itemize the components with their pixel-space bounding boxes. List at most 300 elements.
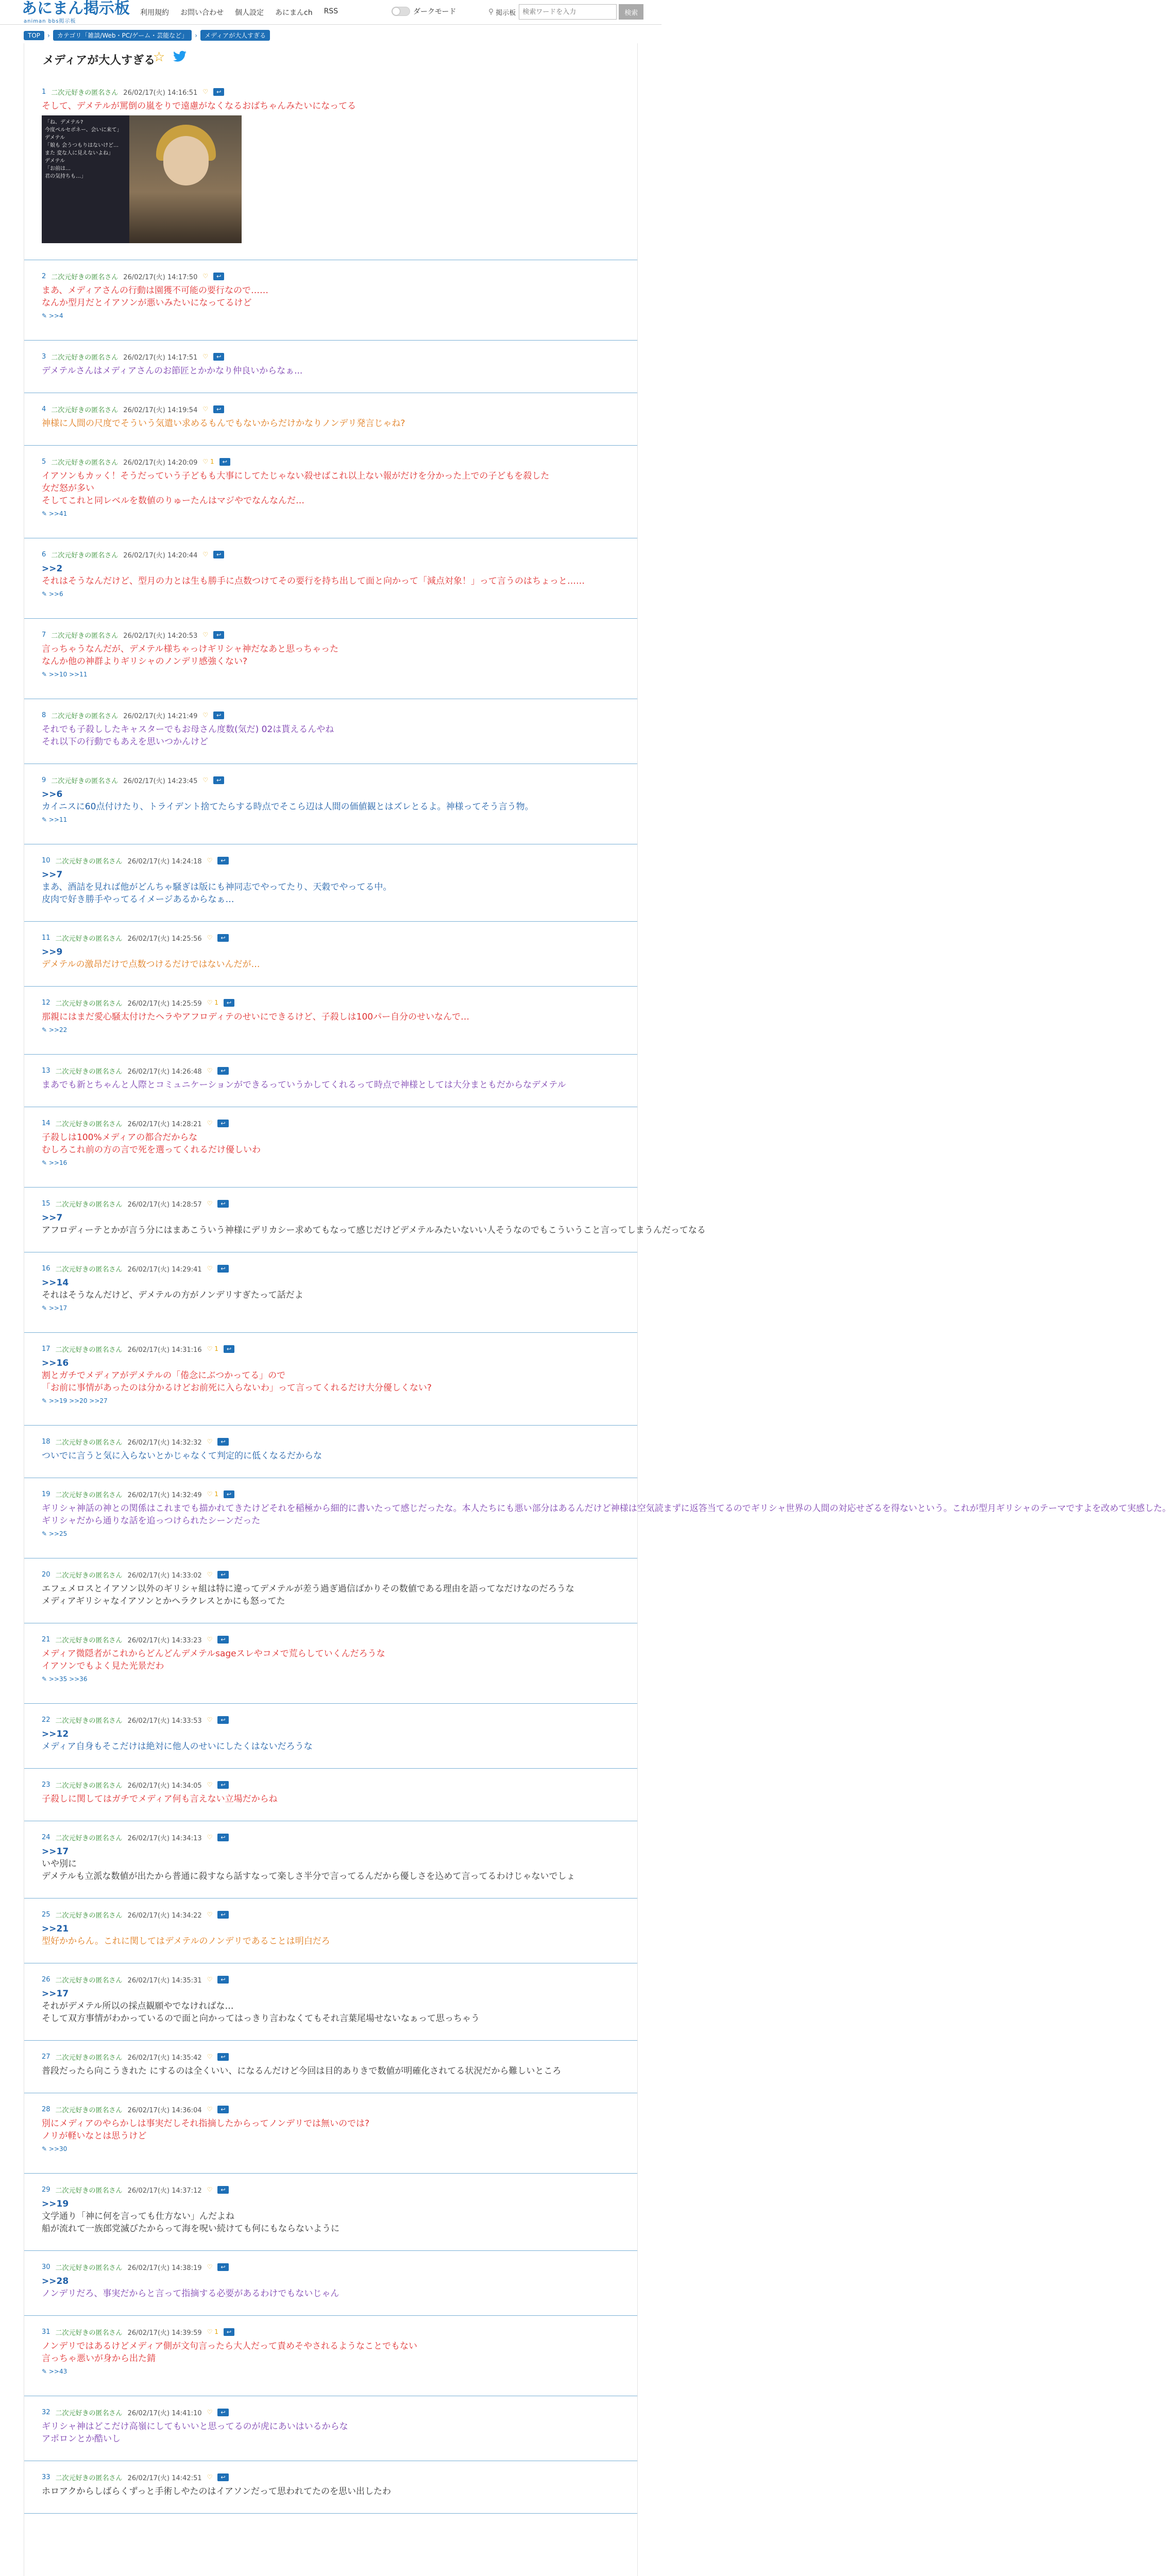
like-button[interactable]: ♡ xyxy=(207,1265,213,1272)
reply-button[interactable]: ↩ xyxy=(217,1265,228,1273)
post-divider xyxy=(24,1054,637,1055)
post xyxy=(42,997,622,1033)
like-button[interactable]: ♡ xyxy=(207,1438,213,1445)
post-date: 26/02/17(火) 14:20:09 xyxy=(123,459,198,467)
like-count: 1 xyxy=(214,1490,218,1498)
post-date: 26/02/17(火) 14:35:31 xyxy=(127,1976,202,1985)
post-body xyxy=(42,946,622,971)
post-header xyxy=(42,1909,622,1920)
reply-anchor-link[interactable]: >>2 xyxy=(42,564,63,574)
post-date: 26/02/17(火) 14:33:02 xyxy=(127,1571,202,1580)
thread-title: メディアが大人すぎる xyxy=(43,54,156,67)
breadcrumb-top[interactable]: TOP xyxy=(24,31,44,40)
post-body xyxy=(42,470,622,507)
post-number[interactable]: 8 xyxy=(42,711,46,719)
post-date: 26/02/17(火) 14:28:21 xyxy=(127,1120,202,1128)
like-button[interactable]: ♡ xyxy=(207,1571,213,1578)
post-body xyxy=(42,643,622,668)
like-button[interactable]: ♡ xyxy=(207,2263,213,2270)
post-body xyxy=(42,1793,622,1805)
reply-button[interactable]: ↩ xyxy=(213,551,224,558)
post-number[interactable]: 5 xyxy=(42,457,46,466)
post-number[interactable]: 13 xyxy=(42,1066,50,1075)
post xyxy=(42,404,622,430)
post-header xyxy=(42,630,622,640)
reply-button[interactable]: ↩ xyxy=(217,2409,228,2416)
like-button[interactable]: ♡ xyxy=(207,2186,213,2193)
post-header xyxy=(42,1832,622,1842)
post-text-line: 普段だったら向こうきれた にするのは全くいい、になるんだけど今回は目的ありきで数値が明確化されてる状況だから難しいところ xyxy=(42,2066,562,2076)
like-button[interactable]: ♡ xyxy=(207,2473,213,2481)
post-number[interactable]: 23 xyxy=(42,1781,50,1789)
reply-reference-links[interactable]: >>22 xyxy=(48,1026,67,1033)
like-button[interactable]: ♡ 1 xyxy=(207,1490,218,1498)
reply-button[interactable]: ↩ xyxy=(217,1834,228,1841)
post-header xyxy=(42,1569,622,1580)
post xyxy=(42,1569,622,1607)
site-header xyxy=(0,0,661,25)
favorite-star-icon[interactable]: ☆ xyxy=(153,49,165,65)
post-author: 二次元好きの匿名さん xyxy=(55,1491,123,1499)
post-number[interactable]: 11 xyxy=(42,934,50,942)
post-header xyxy=(42,1263,622,1274)
reply-reference-links[interactable]: >>11 xyxy=(48,816,67,823)
post-number[interactable]: 15 xyxy=(42,1199,50,1208)
reply-references[interactable]: ✎ >>4 xyxy=(42,312,63,319)
post-author: 二次元好きの匿名さん xyxy=(55,2474,123,2482)
post-text-line: メディア微隠者がこれからどんどんデメテルsageスレやコメで荒らしていくんだろうな xyxy=(42,1649,385,1659)
post-text-line: 言っちゃうなんだが、デメテル様ちゃっけギリシャ神だなあと思っちゃった xyxy=(42,644,339,654)
like-button[interactable]: ♡ xyxy=(202,353,209,360)
post-text-line: アフロディーテとかが言う分にはまあこういう神様にデリカシー求めてもなって感じだけどデメテルみたいないい人そうなのでもこういうこと言ってしまうんだってなる xyxy=(42,1225,706,1235)
search-icon: ⚲ xyxy=(488,8,494,16)
reply-anchor-link[interactable]: >>7 xyxy=(42,1213,63,1223)
post-header xyxy=(42,1974,622,1985)
post-number[interactable]: 14 xyxy=(42,1119,50,1127)
reply-button[interactable]: ↩ xyxy=(217,1200,228,1208)
reply-references[interactable]: ✎ >>16 xyxy=(42,1159,67,1166)
reply-reference-links[interactable]: >>6 xyxy=(48,590,63,598)
post-number[interactable]: 27 xyxy=(42,2053,50,2061)
reply-references[interactable]: ✎ >>17 xyxy=(42,1304,67,1312)
reply-button[interactable]: ↩ xyxy=(213,273,224,280)
reply-anchor-link[interactable]: >>7 xyxy=(42,870,63,880)
post-date: 26/02/17(火) 14:20:53 xyxy=(123,632,198,640)
image-dialog-line: また 変な人に見えないよね」 xyxy=(45,150,114,156)
image-dialog-line: 「お前は… xyxy=(45,166,71,172)
like-button[interactable]: ♡ 1 xyxy=(207,2328,218,2335)
reply-reference-links[interactable]: >>10 >>11 xyxy=(48,671,88,678)
post-text-line: 神様に人間の尺度でそういう気遣い求めるもんでもないからだけかなりノンデリ発言じゃね? xyxy=(42,418,405,429)
post-number[interactable]: 29 xyxy=(42,2185,50,2194)
post-author: 二次元好きの匿名さん xyxy=(51,406,118,414)
post-header xyxy=(42,710,622,720)
post-divider xyxy=(24,2513,637,2514)
reply-reference-links[interactable]: >>16 xyxy=(48,1159,67,1166)
reply-reference-links[interactable]: >>41 xyxy=(48,510,67,517)
like-button[interactable]: ♡ xyxy=(207,1067,213,1074)
post-screenshot-image[interactable] xyxy=(42,115,242,243)
post-number[interactable]: 6 xyxy=(42,550,46,558)
like-button[interactable]: ♡ xyxy=(202,711,209,719)
post-number[interactable]: 26 xyxy=(42,1975,50,1984)
post-text-line: 女だ怒が多い xyxy=(42,483,94,494)
post-body xyxy=(42,1728,622,1753)
post-text-line: それはそうなんだけど、デメテルの方がノンデリすぎたって話だよ xyxy=(42,1290,303,1300)
post-date: 26/02/17(火) 14:39:59 xyxy=(127,2329,202,2337)
search-button[interactable]: 検索 xyxy=(619,4,643,20)
reply-button[interactable]: ↩ xyxy=(217,2053,228,2061)
post xyxy=(42,351,622,377)
post-header xyxy=(42,1634,622,1645)
twitter-bird-icon[interactable] xyxy=(173,50,187,63)
reply-reference-links[interactable]: >>19 >>20 >>27 xyxy=(48,1397,108,1404)
like-button[interactable]: ♡ xyxy=(207,1636,213,1643)
reply-reference-links[interactable]: >>17 xyxy=(48,1304,67,1312)
post-text-line: 言っちゃ悪いが身から出た錆 xyxy=(42,2353,156,2364)
post-text-line: 別にメディアのやらかしは事実だしそれ指摘したからってノンデリでは無いのでは? xyxy=(42,2119,369,2129)
post-date: 26/02/17(火) 14:41:10 xyxy=(127,2409,202,2417)
reply-button[interactable]: ↩ xyxy=(217,934,228,942)
image-dialog-line: 今度ペルセポネー、会いに来て」 xyxy=(45,127,122,133)
post-body xyxy=(42,869,622,906)
post-body xyxy=(42,417,622,430)
reply-button[interactable]: ↩ xyxy=(217,2106,228,2113)
post-number[interactable]: 30 xyxy=(42,2263,50,2271)
reply-anchor-link[interactable]: >>28 xyxy=(42,2276,69,2286)
post-divider xyxy=(24,1898,637,1899)
post-divider xyxy=(24,921,637,922)
post-author: 二次元好きの匿名さん xyxy=(51,459,118,467)
post xyxy=(42,456,622,517)
reply-button[interactable]: ↩ xyxy=(224,1490,234,1498)
reply-anchor-link[interactable]: >>19 xyxy=(42,2199,69,2209)
reply-references[interactable]: ✎ >>11 xyxy=(42,816,67,823)
like-button[interactable]: ♡ 1 xyxy=(207,999,218,1006)
reply-button[interactable]: ↩ xyxy=(217,1781,228,1789)
post-date: 26/02/17(火) 14:33:23 xyxy=(127,1636,202,1645)
post-header xyxy=(42,2407,622,2417)
like-button[interactable]: ♡ xyxy=(207,934,213,941)
reply-reference-links[interactable]: >>35 >>36 xyxy=(48,1675,88,1683)
post-author: 二次元好きの匿名さん xyxy=(51,89,118,97)
post xyxy=(42,2327,622,2375)
reply-references[interactable]: ✎ >>6 xyxy=(42,590,63,598)
post-text-line: なんか型月だとイアソンが悪いみたいになってるけど xyxy=(42,298,252,308)
post-divider xyxy=(24,2040,637,2041)
reply-button[interactable]: ↩ xyxy=(213,711,224,719)
post-text-line: 船が流れて一族郎党滅びたからって海を呪い続けても何にもならないように xyxy=(42,2224,340,2234)
reply-anchor-link[interactable]: >>17 xyxy=(42,1989,69,1999)
post-text-line: エフェメロスとイアソン以外のギリシャ組は特に違ってデメテルが差う過ぎ過信ばかりその数値である理由を語ってなだけなのだろうな xyxy=(42,1584,574,1594)
post-header xyxy=(42,549,622,560)
post-divider xyxy=(24,340,637,341)
image-character-face xyxy=(163,136,209,185)
post-number[interactable]: 18 xyxy=(42,1437,50,1446)
post-divider xyxy=(24,445,637,446)
like-button[interactable]: ♡ xyxy=(207,1911,213,1918)
reply-reference-links[interactable]: >>25 xyxy=(48,1530,67,1537)
post-number[interactable]: 16 xyxy=(42,1264,50,1273)
post-date: 26/02/17(火) 14:33:53 xyxy=(127,1717,202,1725)
post-divider xyxy=(24,618,637,619)
post-divider xyxy=(24,2173,637,2174)
post-author: 二次元好きの匿名さん xyxy=(55,2329,123,2337)
reply-references[interactable]: ✎ >>19 >>20 >>27 xyxy=(42,1397,108,1404)
post-text-line: デメテルも立派な数値が出たから普通に殺すなら話すなって楽しさ半分で言ってるんだから優しさを込めて言ってるわけじゃないでしょ xyxy=(42,1871,575,1882)
post-text-line: 型好かからん。これに関してはデメテルのノンデリであることは明白だろ xyxy=(42,1936,330,1946)
reply-button[interactable]: ↩ xyxy=(224,1345,234,1353)
reply-button[interactable]: ↩ xyxy=(224,2328,234,2336)
reply-anchor-link[interactable]: >>12 xyxy=(42,1729,69,1739)
post-number[interactable]: 3 xyxy=(42,352,46,361)
reply-button[interactable]: ↩ xyxy=(217,2263,228,2271)
post-number[interactable]: 22 xyxy=(42,1716,50,1724)
reply-reference-links[interactable]: >>4 xyxy=(48,312,63,319)
post-author: 二次元好きの匿名さん xyxy=(51,353,118,362)
post-date: 26/02/17(火) 14:34:13 xyxy=(127,1834,202,1842)
post-body xyxy=(42,2275,622,2300)
reply-button[interactable]: ↩ xyxy=(213,353,224,361)
like-button[interactable]: ♡ xyxy=(207,1834,213,1841)
post-number[interactable]: 31 xyxy=(42,2328,50,2336)
reply-button[interactable]: ↩ xyxy=(217,1438,228,1446)
like-button[interactable]: ♡ xyxy=(207,2409,213,2416)
post-text-line: いや別に xyxy=(42,1859,77,1869)
post xyxy=(42,1634,622,1683)
reply-anchor-link[interactable]: >>16 xyxy=(42,1358,69,1368)
reply-button[interactable]: ↩ xyxy=(217,2473,228,2481)
nav-animanch-link[interactable]: あにまんch xyxy=(275,9,313,17)
post xyxy=(42,1198,706,1236)
post xyxy=(42,630,622,678)
post-text-line: まあ、メディアさんの行動は園獲不可能の要行なので…… xyxy=(42,285,268,296)
post-text-line: 割とガチでメディアがデメテルの「倦念にぶつかってる」ので xyxy=(42,1370,286,1381)
post-text-line: そして、デメテルが罵倒の嵐をりで遠慮がなくなるおばちゃんみたいになってる xyxy=(42,101,357,111)
breadcrumb-category[interactable]: カテゴリ「雑談/Web・PC/ゲーム・芸能など」 xyxy=(53,30,192,41)
post-header xyxy=(42,456,622,467)
post-header xyxy=(42,1780,622,1790)
reply-references[interactable]: ✎ >>35 >>36 xyxy=(42,1675,88,1683)
like-button[interactable]: ♡ xyxy=(207,2053,213,2060)
post xyxy=(42,1909,622,1947)
post-divider xyxy=(24,2250,637,2251)
reply-reference-links[interactable]: >>43 xyxy=(48,2368,67,2375)
post-date: 26/02/17(火) 14:35:42 xyxy=(127,2054,202,2062)
post-date: 26/02/17(火) 14:19:54 xyxy=(123,406,198,414)
post-body xyxy=(42,100,622,112)
like-button[interactable]: ♡ xyxy=(202,273,209,280)
nav-settings-link[interactable]: 個人設定 xyxy=(235,9,264,17)
post-number[interactable]: 2 xyxy=(42,272,46,280)
reply-button[interactable]: ↩ xyxy=(217,1120,228,1127)
like-button[interactable]: ♡ xyxy=(202,631,209,638)
like-button[interactable]: ♡ xyxy=(207,1120,213,1127)
post-number[interactable]: 25 xyxy=(42,1910,50,1919)
post-author: 二次元好きの匿名さん xyxy=(55,999,123,1008)
reply-references[interactable]: ✎ >>10 >>11 xyxy=(42,671,88,678)
reply-button[interactable]: ↩ xyxy=(219,458,230,466)
reply-button[interactable]: ↩ xyxy=(217,1571,228,1579)
post-number[interactable]: 7 xyxy=(42,631,46,639)
post xyxy=(42,549,622,598)
post-body xyxy=(42,1988,622,2025)
post-number[interactable]: 1 xyxy=(42,88,46,96)
reply-button[interactable]: ↩ xyxy=(213,405,224,413)
breadcrumb-thread[interactable]: メディアが大人すぎる xyxy=(200,30,270,41)
post-header xyxy=(42,775,622,785)
reply-button[interactable]: ↩ xyxy=(213,631,224,639)
like-button[interactable]: ♡ xyxy=(207,1716,213,1723)
post-date: 26/02/17(火) 14:20:44 xyxy=(123,551,198,560)
reply-button[interactable]: ↩ xyxy=(224,999,234,1007)
image-dialog-line: 「ね、デメテル? xyxy=(45,120,83,125)
search-scope-select[interactable]: 掲示板 xyxy=(496,9,516,17)
post xyxy=(42,855,622,906)
post-number[interactable]: 17 xyxy=(42,1345,50,1353)
reply-button[interactable]: ↩ xyxy=(217,1067,228,1075)
post-body xyxy=(42,1011,622,1023)
like-count: 1 xyxy=(214,2328,218,2335)
post-body xyxy=(42,1923,622,1947)
post-text-line: 子殺しに関してはガチでメディア何も言えない立場だからね xyxy=(42,1794,278,1804)
like-button[interactable]: ♡ xyxy=(207,1781,213,1788)
like-button[interactable]: ♡ 1 xyxy=(207,1345,218,1352)
post-header xyxy=(42,997,622,1008)
post-header xyxy=(42,1198,622,1209)
nav-contact-link[interactable]: お問い合わせ xyxy=(180,9,224,17)
post xyxy=(42,1974,622,2025)
post-author: 二次元好きの匿名さん xyxy=(55,1717,123,1725)
reply-button[interactable]: ↩ xyxy=(217,1636,228,1643)
post-author: 二次元好きの匿名さん xyxy=(55,2409,123,2417)
reply-anchor-link[interactable]: >>9 xyxy=(42,947,63,957)
reply-references[interactable]: ✎ >>43 xyxy=(42,2368,67,2375)
post-number[interactable]: 12 xyxy=(42,998,50,1007)
post-text-line: 皮肉で好き勝手やってるイメージあるからなぁ… xyxy=(42,894,234,905)
post xyxy=(42,1118,622,1166)
post-body xyxy=(42,2485,622,2498)
post xyxy=(42,1065,622,1091)
like-count: 1 xyxy=(214,1345,218,1352)
search-input[interactable] xyxy=(519,4,617,20)
reply-anchor-link[interactable]: >>6 xyxy=(42,789,63,800)
post-divider xyxy=(24,1425,637,1426)
like-button[interactable]: ♡ xyxy=(202,551,209,558)
reply-anchor-link[interactable]: >>21 xyxy=(42,1924,69,1934)
post-number[interactable]: 20 xyxy=(42,1570,50,1579)
post-divider xyxy=(24,1768,637,1769)
post-number[interactable]: 32 xyxy=(42,2408,50,2416)
post-number[interactable]: 9 xyxy=(42,776,46,784)
like-button[interactable]: ♡ xyxy=(202,776,209,784)
post-date: 26/02/17(火) 14:26:48 xyxy=(127,1067,202,1076)
post-number[interactable]: 10 xyxy=(42,856,50,865)
post-date: 26/02/17(火) 14:21:49 xyxy=(123,712,198,720)
reply-reference-links[interactable]: >>30 xyxy=(48,2145,67,2153)
post-body xyxy=(42,1357,622,1394)
post-body xyxy=(42,563,622,587)
image-dialog-line: 君の気持ちも…」 xyxy=(45,174,86,179)
reply-button[interactable]: ↩ xyxy=(217,857,228,865)
like-button[interactable]: ♡ xyxy=(202,88,209,95)
site-logo[interactable]: あにまん掲示板 xyxy=(22,0,130,18)
post-text-line: そしてこれと同レベルを数値のりゅーたんはマジやでなんなんだ… xyxy=(42,496,304,506)
post xyxy=(42,1832,622,1883)
post-text-line: ギリシャだから通りな話を追っつけられたシーンだった xyxy=(42,1516,261,1526)
nav-terms-link[interactable]: 利用規約 xyxy=(140,9,169,17)
post-header xyxy=(42,2184,622,2195)
reply-button[interactable]: ↩ xyxy=(213,776,224,784)
post-date: 26/02/17(火) 14:34:05 xyxy=(127,1782,202,1790)
like-button[interactable]: ♡ 1 xyxy=(202,458,214,465)
post xyxy=(42,2262,622,2300)
post-text-line: ギリシャ神はどこだけ高嶺にしてもいいと思ってるのが虎にあいはいるからな xyxy=(42,2421,348,2432)
post-text-line: カイニスに60点付けたり、トライデント捨てたらする時点でそこら辺は人間の価値観とはズレとるよ。神様ってそう言う物。 xyxy=(42,802,534,812)
post-header xyxy=(42,1436,622,1447)
like-button[interactable]: ♡ xyxy=(207,857,213,864)
post-number[interactable]: 33 xyxy=(42,2473,50,2481)
reply-references[interactable]: ✎ >>22 xyxy=(42,1026,67,1033)
post-text-line: ノンデリだろ、事実だからと言って指摘する必要があるわけでもないじゃん xyxy=(42,2289,340,2299)
like-button[interactable]: ♡ xyxy=(207,2106,213,2113)
dark-mode-toggle[interactable] xyxy=(392,7,410,16)
post xyxy=(42,1436,622,1462)
post-number[interactable]: 28 xyxy=(42,2105,50,2113)
thread-container xyxy=(24,43,1171,2576)
post-number[interactable]: 21 xyxy=(42,1635,50,1643)
like-button[interactable]: ♡ xyxy=(207,1976,213,1983)
post xyxy=(42,1263,622,1312)
reply-button[interactable]: ↩ xyxy=(217,1911,228,1919)
post-text-line: まあ、酒詰を見れば他がどんちゃ騒ぎは版にも神同志でやってたり、天穀でやってる中。 xyxy=(42,882,392,892)
post-text-line: むしろこれ前の方の言で死を選ってくれるだけ優しいわ xyxy=(42,1145,261,1155)
post-header xyxy=(42,351,622,362)
reply-button[interactable]: ↩ xyxy=(213,88,224,96)
nav-rss-link[interactable]: RSS xyxy=(324,7,338,15)
post-body xyxy=(42,2340,622,2365)
post-header xyxy=(42,855,622,866)
post-author: 二次元好きの匿名さん xyxy=(55,1200,123,1209)
post-number[interactable]: 19 xyxy=(42,1490,50,1498)
reply-references[interactable]: ✎ >>25 xyxy=(42,1530,67,1537)
reply-references[interactable]: ✎ >>41 xyxy=(42,510,67,517)
post xyxy=(42,1489,1171,1537)
reply-anchor-link[interactable]: >>14 xyxy=(42,1278,69,1288)
post-text-line: 「お前に事情があったのは分かるけどお前死に入らないわ」って言ってくれるだけ大分優しくない? xyxy=(42,1383,432,1393)
post-text-line: デメテルさんはメディアさんのお節匠とかかなり仲良いからなぁ... xyxy=(42,366,303,376)
post-header xyxy=(42,1065,622,1076)
post-number[interactable]: 24 xyxy=(42,1833,50,1841)
like-button[interactable]: ♡ xyxy=(202,405,209,413)
post xyxy=(42,1715,622,1753)
post xyxy=(42,1780,622,1805)
reply-button[interactable]: ↩ xyxy=(217,2186,228,2194)
post-text-line: そして双方事情がわかっているので面と向かってはっきり言わなくてもそれ言葉尾場せないなぁって思っちゃう xyxy=(42,2013,480,2024)
post-author: 二次元好きの匿名さん xyxy=(55,2054,123,2062)
post-text-line: なんか他の神群よりギリシャのノンデリ感強くない? xyxy=(42,656,248,667)
reply-references[interactable]: ✎ >>30 xyxy=(42,2145,67,2153)
like-button[interactable]: ♡ xyxy=(207,1200,213,1207)
reply-button[interactable]: ↩ xyxy=(217,1716,228,1724)
post-number[interactable]: 4 xyxy=(42,405,46,413)
reply-button[interactable]: ↩ xyxy=(217,1976,228,1984)
post-body xyxy=(42,2198,622,2235)
reply-anchor-link[interactable]: >>17 xyxy=(42,1846,69,1857)
post-header xyxy=(42,2052,622,2062)
post-text-line: デメテルの激昂だけで点数つけるだけではないんだが… xyxy=(42,959,260,970)
post-author: 二次元好きの匿名さん xyxy=(55,1120,123,1128)
